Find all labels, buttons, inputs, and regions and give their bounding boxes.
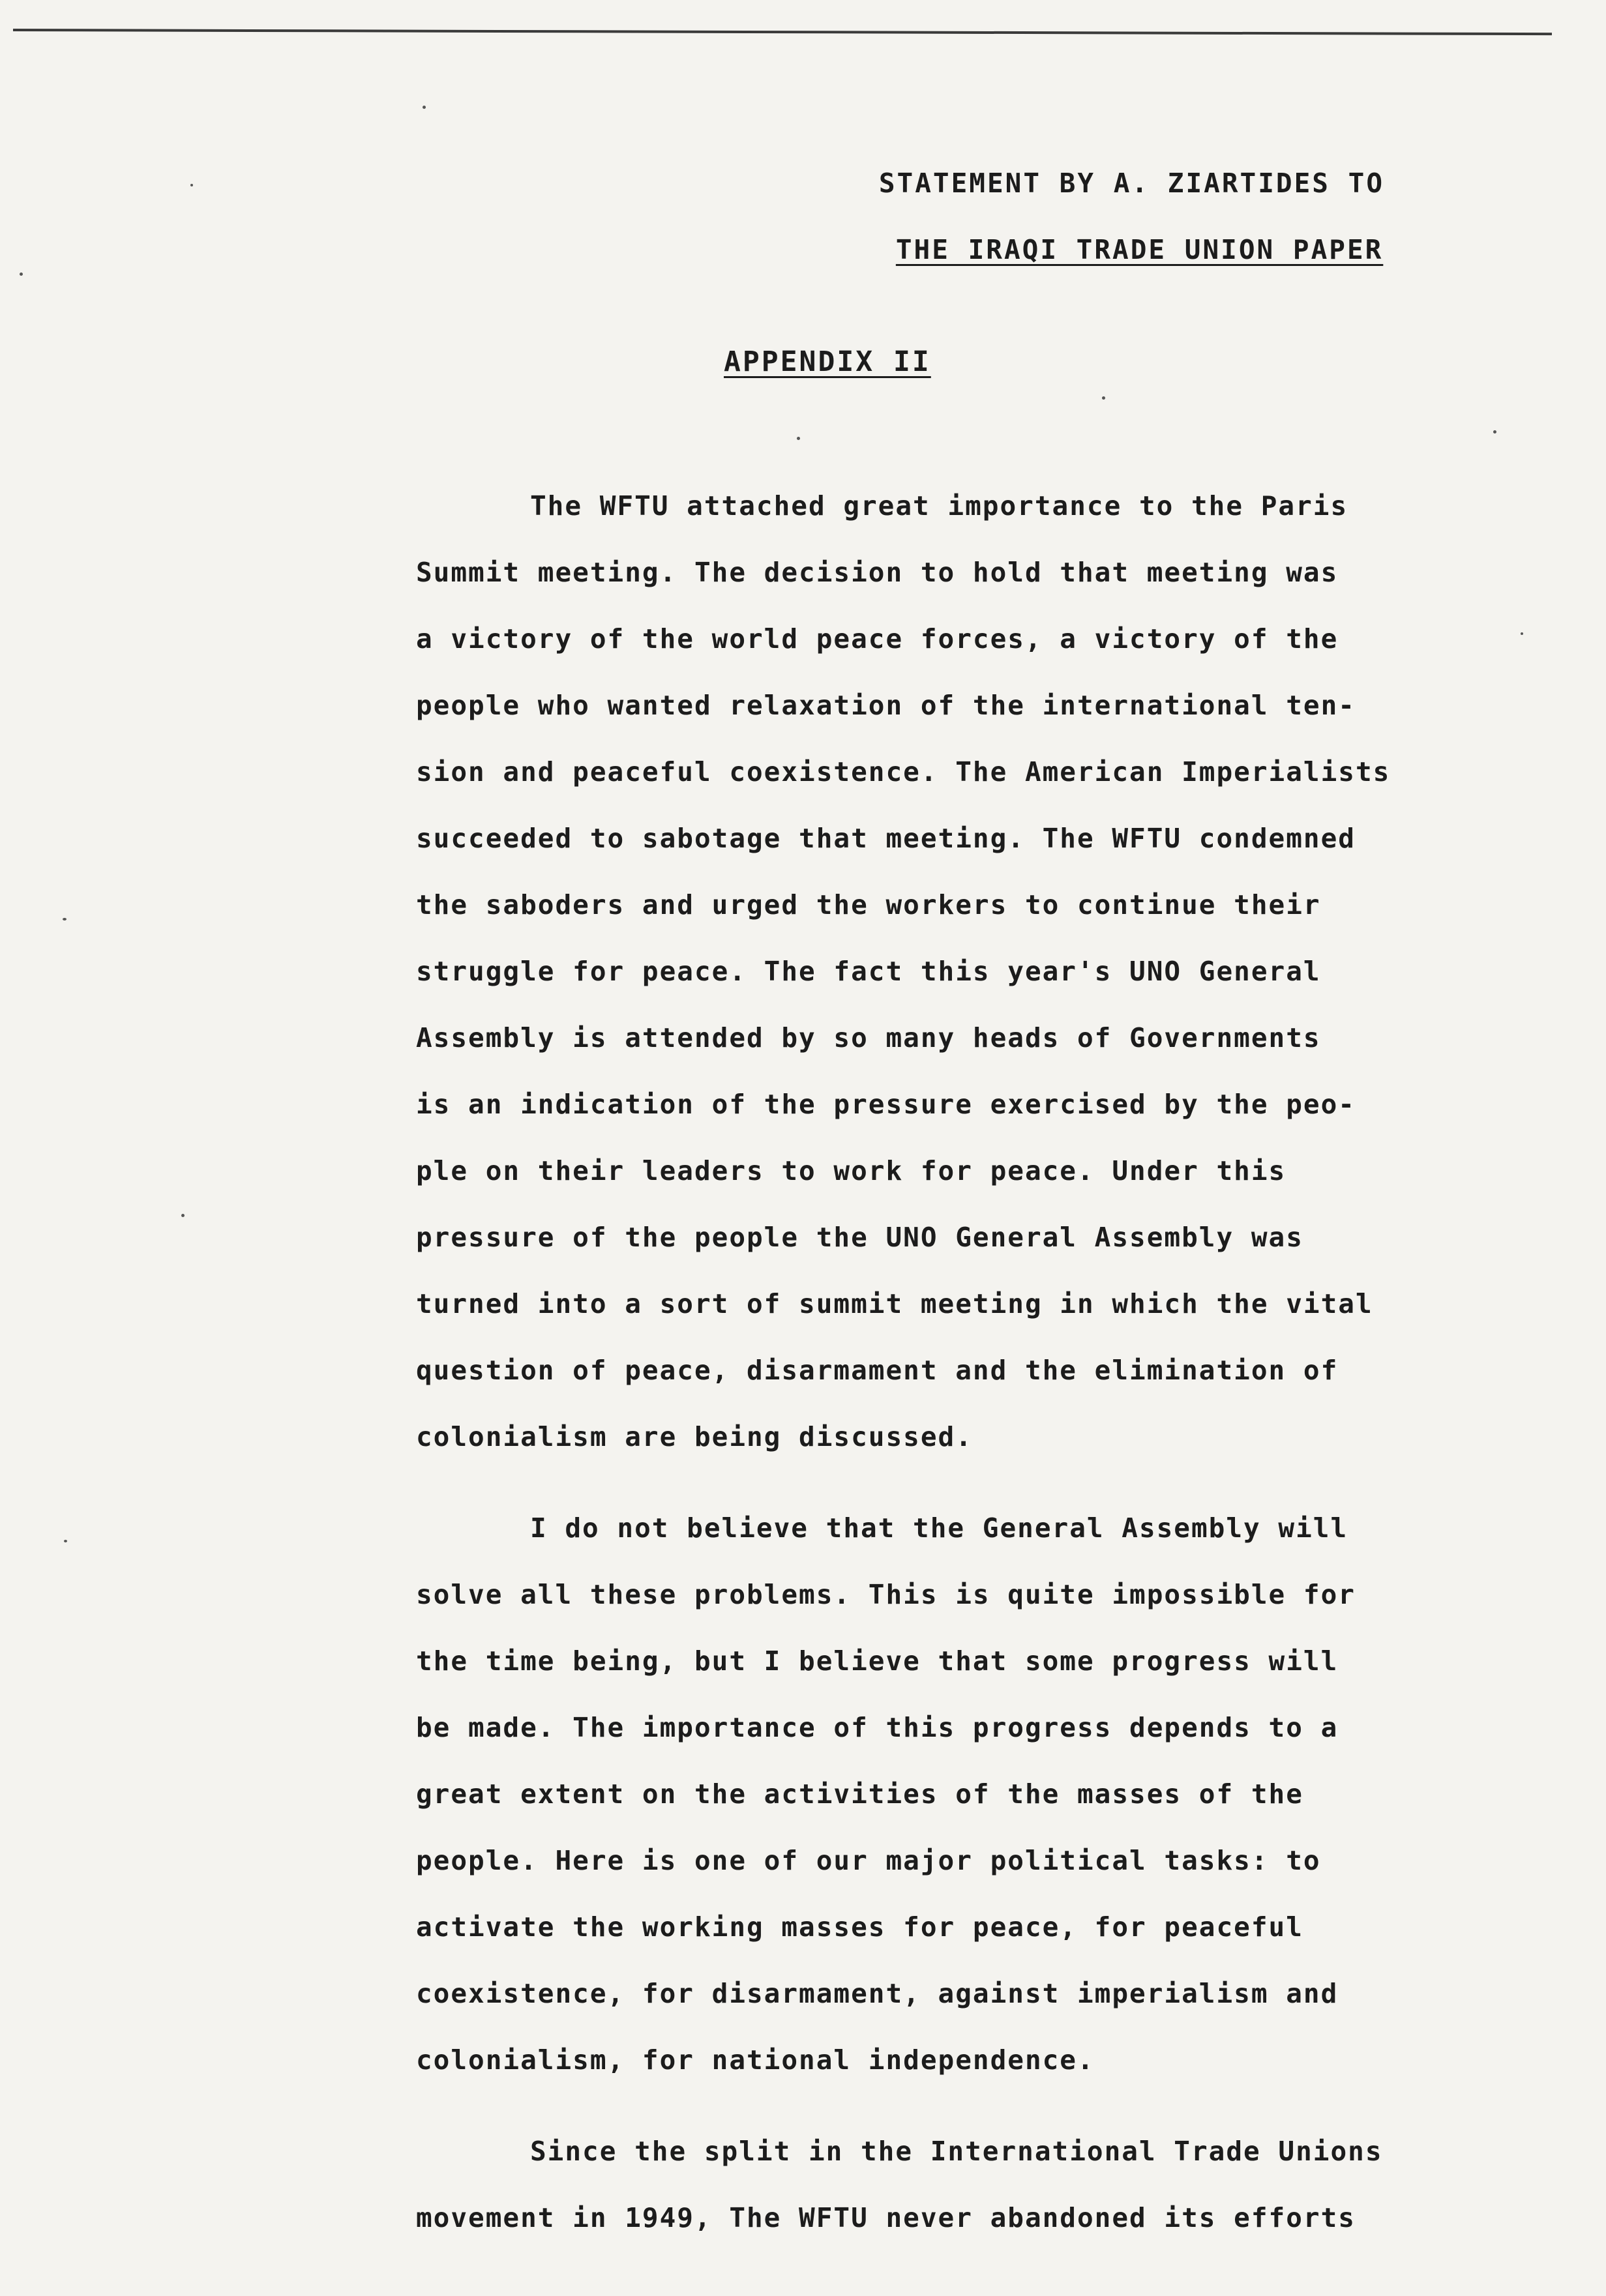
scan-speck bbox=[20, 272, 23, 276]
text-line: The WFTU attached great importance to the Paris bbox=[530, 490, 1348, 522]
scan-speck bbox=[190, 184, 193, 186]
scan-speck bbox=[1493, 430, 1496, 434]
paragraph-1 bbox=[416, 473, 1511, 1470]
scan-speck bbox=[797, 437, 800, 440]
text-line: colonialism, for national independence. bbox=[416, 2044, 1095, 2076]
text-line: movement in 1949, The WFTU never abandoned its efforts bbox=[416, 2202, 1356, 2233]
text-line: Since the split in the International Trade Unions bbox=[530, 2136, 1383, 2167]
scan-speck bbox=[423, 106, 426, 109]
scan-speck bbox=[181, 1214, 185, 1217]
scan-speck bbox=[1102, 396, 1105, 400]
text-line: struggle for peace. The fact this year's UNO General bbox=[416, 956, 1321, 987]
text-line: be made. The importance of this progress depends to a bbox=[416, 1712, 1339, 1743]
text-line: sion and peaceful coexistence. The American Imperialists bbox=[416, 756, 1391, 787]
text-line: Summit meeting. The decision to hold that meeting was bbox=[416, 557, 1339, 588]
text-line: activate the working masses for peace, for peaceful bbox=[416, 1911, 1303, 1943]
paragraph-3 bbox=[416, 2118, 1511, 2251]
text-line: turned into a sort of summit meeting in which the vital bbox=[416, 1288, 1373, 1319]
text-line: great extent on the activities of the masses of the bbox=[416, 1778, 1303, 1810]
text-line: pressure of the people the UNO General Assembly was bbox=[416, 1222, 1303, 1253]
text-line: is an indication of the pressure exercised by the peo- bbox=[416, 1089, 1356, 1120]
text-line: people. Here is one of our major political tasks: to bbox=[416, 1845, 1321, 1876]
scan-speck bbox=[64, 1540, 67, 1542]
top-edge-rule bbox=[13, 29, 1552, 35]
text-line: Assembly is attended by so many heads of Governments bbox=[416, 1022, 1321, 1053]
paragraph-2 bbox=[416, 1495, 1511, 2093]
text-line: ple on their leaders to work for peace. Under this bbox=[416, 1155, 1286, 1186]
appendix-title: APPENDIX II bbox=[724, 346, 931, 378]
document-body bbox=[416, 473, 1511, 2276]
text-line: question of peace, disarmament and the elimination of bbox=[416, 1355, 1339, 1386]
header-line-1: STATEMENT BY A. ZIARTIDES TO bbox=[878, 168, 1384, 199]
text-line: coexistence, for disarmament, against imperialism and bbox=[416, 1978, 1339, 2009]
text-line: a victory of the world peace forces, a victory of the bbox=[416, 623, 1339, 655]
text-line: I do not believe that the General Assembly will bbox=[530, 1512, 1348, 1544]
text-line: solve all these problems. This is quite impossible for bbox=[416, 1579, 1356, 1610]
text-line: the time being, but I believe that some progress will bbox=[416, 1645, 1339, 1677]
document-header bbox=[879, 150, 1384, 283]
header-line-2: THE IRAQI TRADE UNION PAPER bbox=[895, 234, 1384, 265]
scan-speck bbox=[63, 918, 67, 920]
scan-speck bbox=[1521, 632, 1523, 635]
text-line: the saboders and urged the workers to continue their bbox=[416, 889, 1321, 920]
text-line: people who wanted relaxation of the international ten- bbox=[416, 690, 1356, 721]
text-line: succeeded to sabotage that meeting. The WFTU condemned bbox=[416, 823, 1356, 854]
text-line: colonialism are being discussed. bbox=[416, 1421, 973, 1452]
